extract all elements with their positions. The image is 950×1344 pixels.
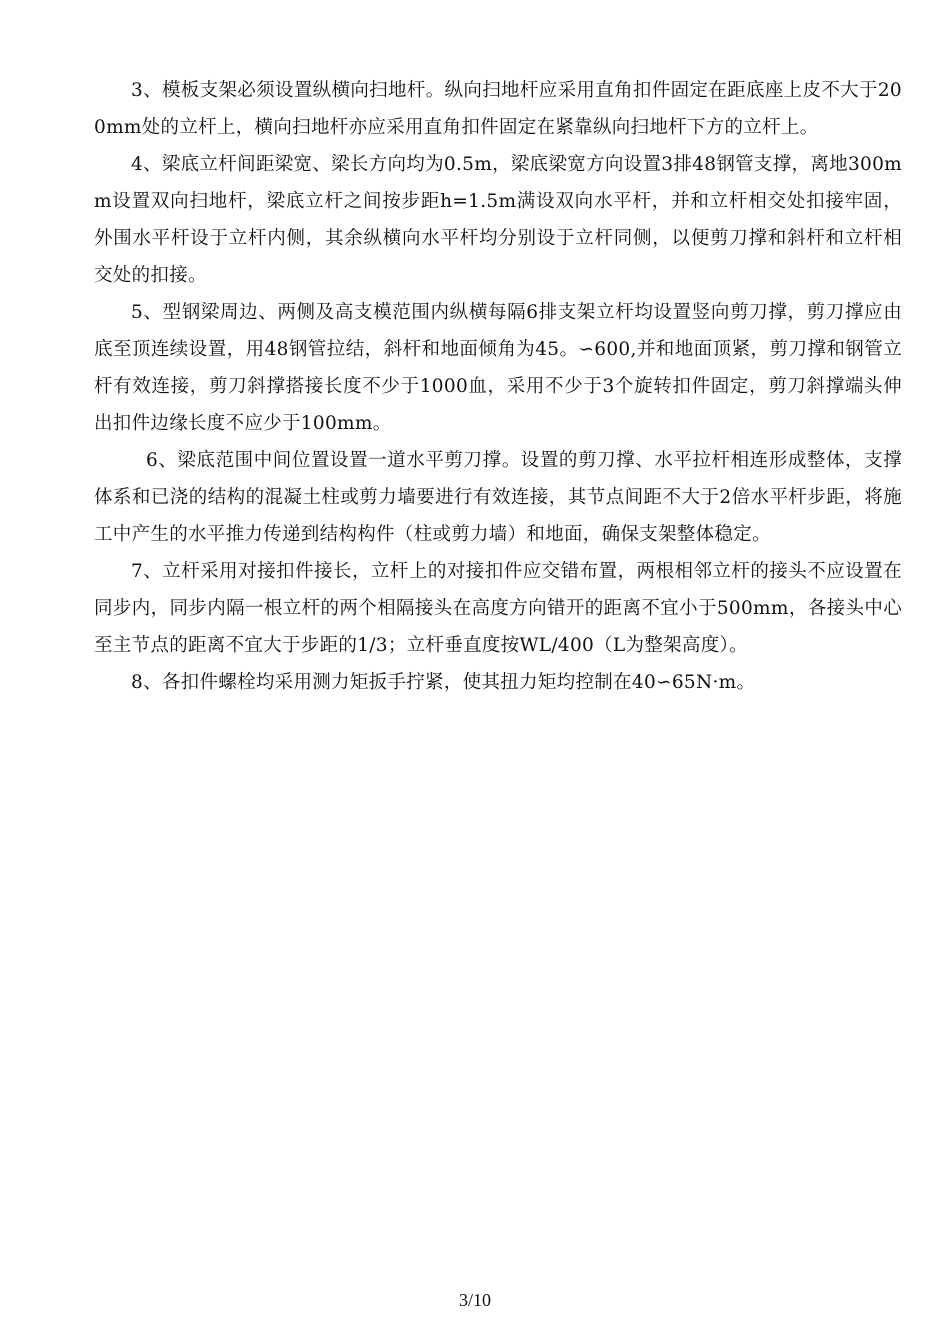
- document-body: [94, 72, 902, 701]
- paragraph-6: 6、梁底范围中间位置设置一道水平剪刀撑。设置的剪刀撑、水平拉杆相连形成整体，支撑体系和已浇的结构的混凝土柱或剪力墙要进行有效连接，其节点间距不大于2倍水平杆步距，将施工中产生的水平推力传递到结构构件（柱或剪力墙）和地面，确保支架整体稳定。: [94, 450, 902, 545]
- paragraph-8: 8、各扣件螺栓均采用测力矩扳手拧紧，使其扭力矩均控制在40∽65N·m。: [131, 672, 756, 693]
- paragraph-7: 7、立杆采用对接扣件接长，立杆上的对接扣件应交错布置，两根相邻立杆的接头不应设置在同步内，同步内隔一根立杆的两个相隔接头在高度方向错开的距离不宜小于500mm，各接头中心至主节点的距离不宜大于步距的1/3；立杆垂直度按WL/400（L为整架高度）。: [94, 561, 902, 656]
- paragraph-4: 4、梁底立杆间距梁宽、梁长方向均为0.5m，梁底梁宽方向设置3排48钢管支撑，离地300mm设置双向扫地杆，梁底立杆之间按步距h=1.5m满设双向水平杆，并和立杆相交处扣接牢固，外围水平杆设于立杆内侧，其余纵横向水平杆均分别设于立杆同侧，以便剪刀撑和斜杆和立杆相交处的扣接。: [94, 154, 902, 286]
- paragraph-3: 3、模板支架必须设置纵横向扫地杆。纵向扫地杆应采用直角扣件固定在距底座上皮不大于200mm处的立杆上，横向扫地杆亦应采用直角扣件固定在紧靠纵向扫地杆下方的立杆上。: [94, 80, 902, 138]
- page-number: 3/10: [458, 1290, 491, 1310]
- paragraph-5: 5、型钢梁周边、两侧及高支模范围内纵横每隔6排支架立杆均设置竖向剪刀撑，剪刀撑应由底至顶连续设置，用48钢管拉结，斜杆和地面倾角为45。∽600,并和地面顶紧，剪刀撑和钢管立杆有效连接，剪刀斜撑搭接长度不少于1000血，采用不少于3个旋转扣件固定，剪刀斜撑端头伸出扣件边缘长度不应少于100mm。: [94, 302, 902, 434]
